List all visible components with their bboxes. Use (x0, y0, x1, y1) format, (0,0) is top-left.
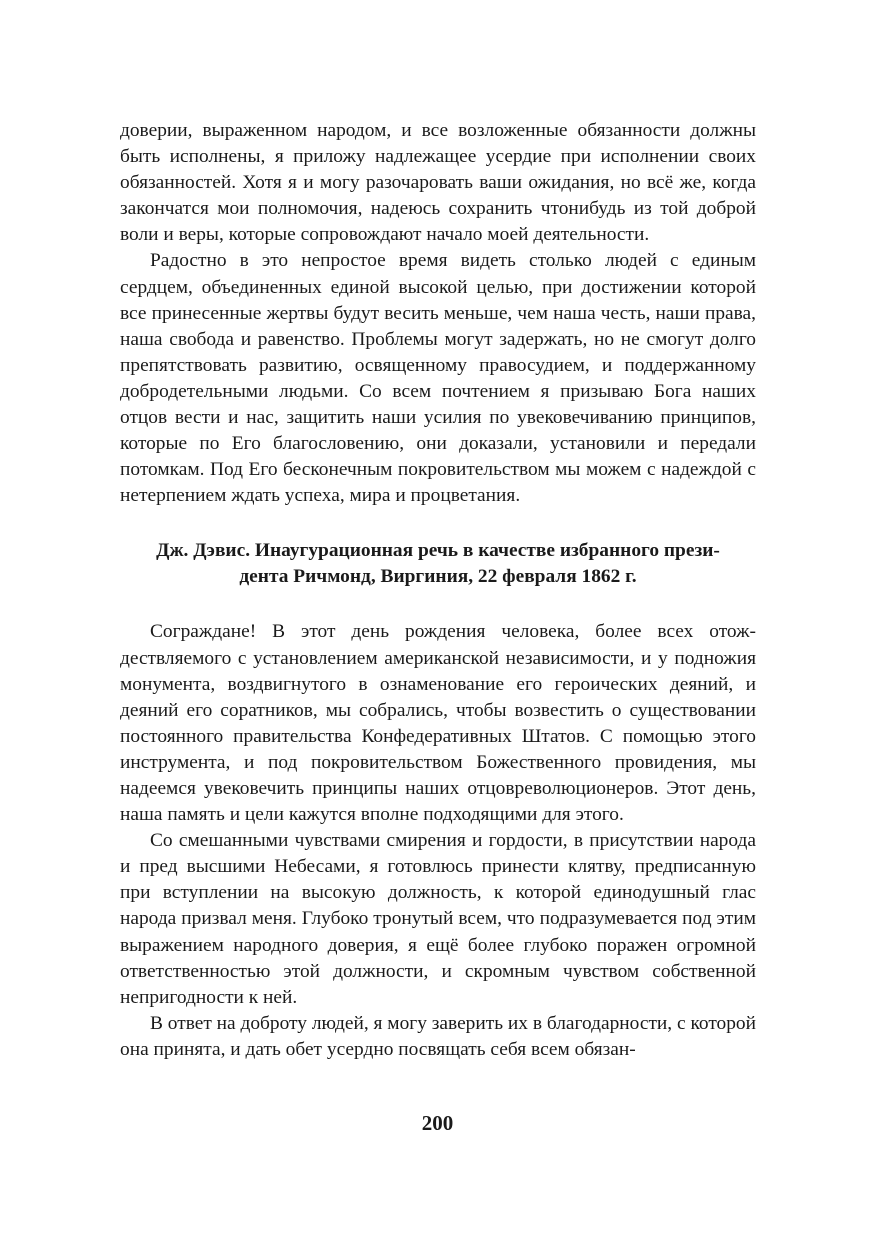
paragraph: Радостно в это непростое время видеть столько людей с единым сердцем, объединенных единой высокой целью, при достижении которой все принесенные жертвы будут весить меньше, чем наша честь, наши права, наша свобода и равенство. Проблемы могут задержать, но не смогут долго препятствовать развитию, освященному правосудием, и поддержанному добродетельными людьми. Со всем почтением я призываю Бога наших отцов вести и нас, защитить наши усилия по увековечиванию принципов, которые по Его благословению, они доказали, установили и передали потомкам. Под Его бесконечным покровительством мы можем с надеждой с нетерпением ждать успеха, мира и процветания. (120, 250, 756, 507)
section-heading-line-1: Дж. Дэвис. Инаугурационная речь в качестве избранного прези- (156, 540, 720, 562)
paragraph-continued: доверии, выраженном народом, и все возложенные обязанности должны быть исполнены, я приложу надлежащее усердие при исполнении своих обязанностей. Хотя я и могу разочаровать ваши ожидания, но всё же, когда закончатся мои полномочия, надеюсь сохранить чтонибудь из той доброй воли и веры, которые сопровождают начало моей деятельности. (120, 120, 756, 246)
section-heading (120, 538, 756, 590)
paragraph: В ответ на доброту людей, я могу заверить их в благодарности, с которой она принята, и дать обет усердно посвящать себя всем обязан- (120, 1012, 757, 1060)
paragraph: Со смешанными чувствами смирения и гордости, в присутствии народа и пред высшими Небесами, я готовлюсь принести клятву, предписанную при вступлении на высокую должность, к которой единодушный глас народа призвал меня. Глубоко тронутый всем, что подразумевается под этим выражением народного доверия, я ещё более глубоко поражен огромной ответственностью этой должности, и скромным чувством собственной непригодности к ней. (120, 830, 756, 1008)
page-number: 200 (421, 1111, 454, 1135)
section-heading-line-2: дента Ричмонд, Виргиния, 22 февраля 1862 г. (239, 566, 637, 588)
paragraph: Сограждане! В этот день рождения человека, более всех отождествляемого с установлением американской независимости, и у подножия монумента, воздвигнутого в ознаменование его героических деяний, и деяний его соратников, мы собрались, чтобы возвестить о существовании постоянного правительства Конфедеративных Штатов. С помощью этого инструмента, и под покровительством Божественного провидения, мы надеемся увековечить принципы наших отцовреволюционеров. Этот день, наша память и цели кажутся вполне подходящими для этого. (120, 621, 756, 826)
page-body (120, 118, 756, 1063)
